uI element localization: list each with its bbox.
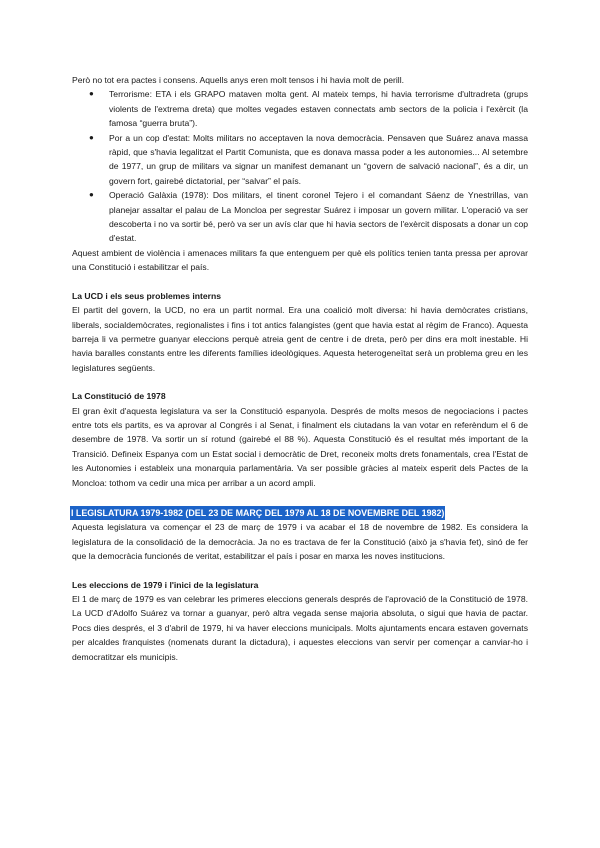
section-body-eleccions: El 1 de març de 1979 es van celebrar les primeres eleccions generals després de l'aprovació de la Constitució de 1978. La UCD d'Adolfo Suárez va tornar a guanyar, però altra vegada sense majoria absoluta, o sigui que havia de pactar. Pocs dies després, el 3 d'abril de 1979, hi va haver eleccions municipals. Molts ajuntaments encara estaven governats per alcaldes franquistes (nomenats durant la dictadura), i aquestes eleccions van servir per començar a canviar-ho i democratitzar els municipis. [72,594,528,662]
bullet-icon: ● [89,89,94,99]
intro-paragraph: Però no tot era pactes i consens. Aquells anys eren molt tensos i hi havia molt de perill. [72,75,404,85]
bullet-icon: ● [89,190,94,200]
document-content [72,73,528,664]
section-body-legislatura: Aquesta legislatura va començar el 23 de març de 1979 i va acabar el 18 de novembre de 1982. Es considera la legislatura de la consolidació de la democràcia. Ja no es tractava de fer la Constitució (això ja s'havia fet), sinó de fer que la democràcia funcionés de veritat, estabilitzar el país i posar en marxa les noves institucions. [72,522,528,562]
section-heading-ucd: La UCD i els seus problemes interns [72,290,222,301]
summary-paragraph: Aquest ambient de violència i amenaces militars fa que entenguem per què els polítics tenien tanta pressa per aprovar una Constitució i estabilitzar el país. [72,247,528,273]
section-body-constitucio: El gran èxit d'aquesta legislatura va ser la Constitució espanyola. Després de molts mesos de negociacions i pactes entre tots els partits, es va aprovar al Congrés i al Senat, i finalment els ciutadans la van votar en referèndum el 6 de desembre de 1978. Va sortir un sí rotund (gairebé el 88 %). Aquesta Constitució és el resultat més important de la Transició. Defineix Espanya com un Estat social i democràtic de Dret, reconeix molts drets fonamentals, crea l'Estat de les Autonomies i estableix una monarquia parlamentària. Va ser possible gràcies al mateix esperit dels Pactes de la Moncloa: tothom va cedir una mica per arribar a un acord ampli. [72,405,528,488]
section-heading-constitucio: La Constitució de 1978 [72,391,166,402]
list-item-text: Terrorisme: ETA i els GRAPO mataven molta gent. Al mateix temps, hi havia terrorisme d'ultradreta (grups violents de l'extrema dreta) que moltes vegades estaven connectats amb sectors de la policia i l'exèrcit (la famosa “guerra bruta”). [109,89,528,129]
list-item-text: Operació Galàxia (1978): Dos militars, el tinent coronel Tejero i el comandant Sáenz de Ynestrillas, van planejar assaltar el palau de La Moncloa per segrestar Suárez i imposar un govern militar. L'operació va ser descoberta i no va sortir bé, però va ser un avís clar que hi havia sectors de l'exèrcit disposats a donar un cop d'estat. [109,190,528,244]
list-item [89,188,528,246]
list-item-text: Por a un cop d'estat: Molts militars no acceptaven la nova democràcia. Pensaven que Suárez anava massa ràpid, que s'havia legalitzat el Partit Comunista, que es donava massa poder a les autonomies... Al setembre de 1977, un grup de militars va signar un manifest demanant un “govern de salvació nacional”, és a dir, un govern fort, gairebé dictatorial, per “salvar” el país. [109,132,528,186]
legislatura-heading-wrapper [70,506,528,520]
selected-heading-legislatura[interactable]: I LEGISLATURA 1979-1982 (DEL 23 DE MARÇ DEL 1979 AL 18 DE NOVEMBRE DEL 1982) [71,507,445,518]
bullet-icon: ● [89,132,94,142]
section-heading-eleccions: Les eleccions de 1979 i l'inici de la legislatura [72,579,259,590]
threats-list [72,87,528,245]
section-body-ucd: El partit del govern, la UCD, no era un partit normal. Era una coalició molt diversa: hi havia demòcrates cristians, liberals, socialdemòcrates, regionalistes i fins i tot antics falangistes (gent que havia estat al règim de Franco). Aquesta barreja li va permetre guanyar eleccions perquè atreia gent de centre i de dreta, però per dins era molt inestable. Hi havia baralles constants entre les diferents famílies ideològiques. Aquesta heterogeneïtat serà un problema greu en les legislatures següents. [72,305,528,373]
list-item [89,131,528,189]
list-item [89,87,528,130]
